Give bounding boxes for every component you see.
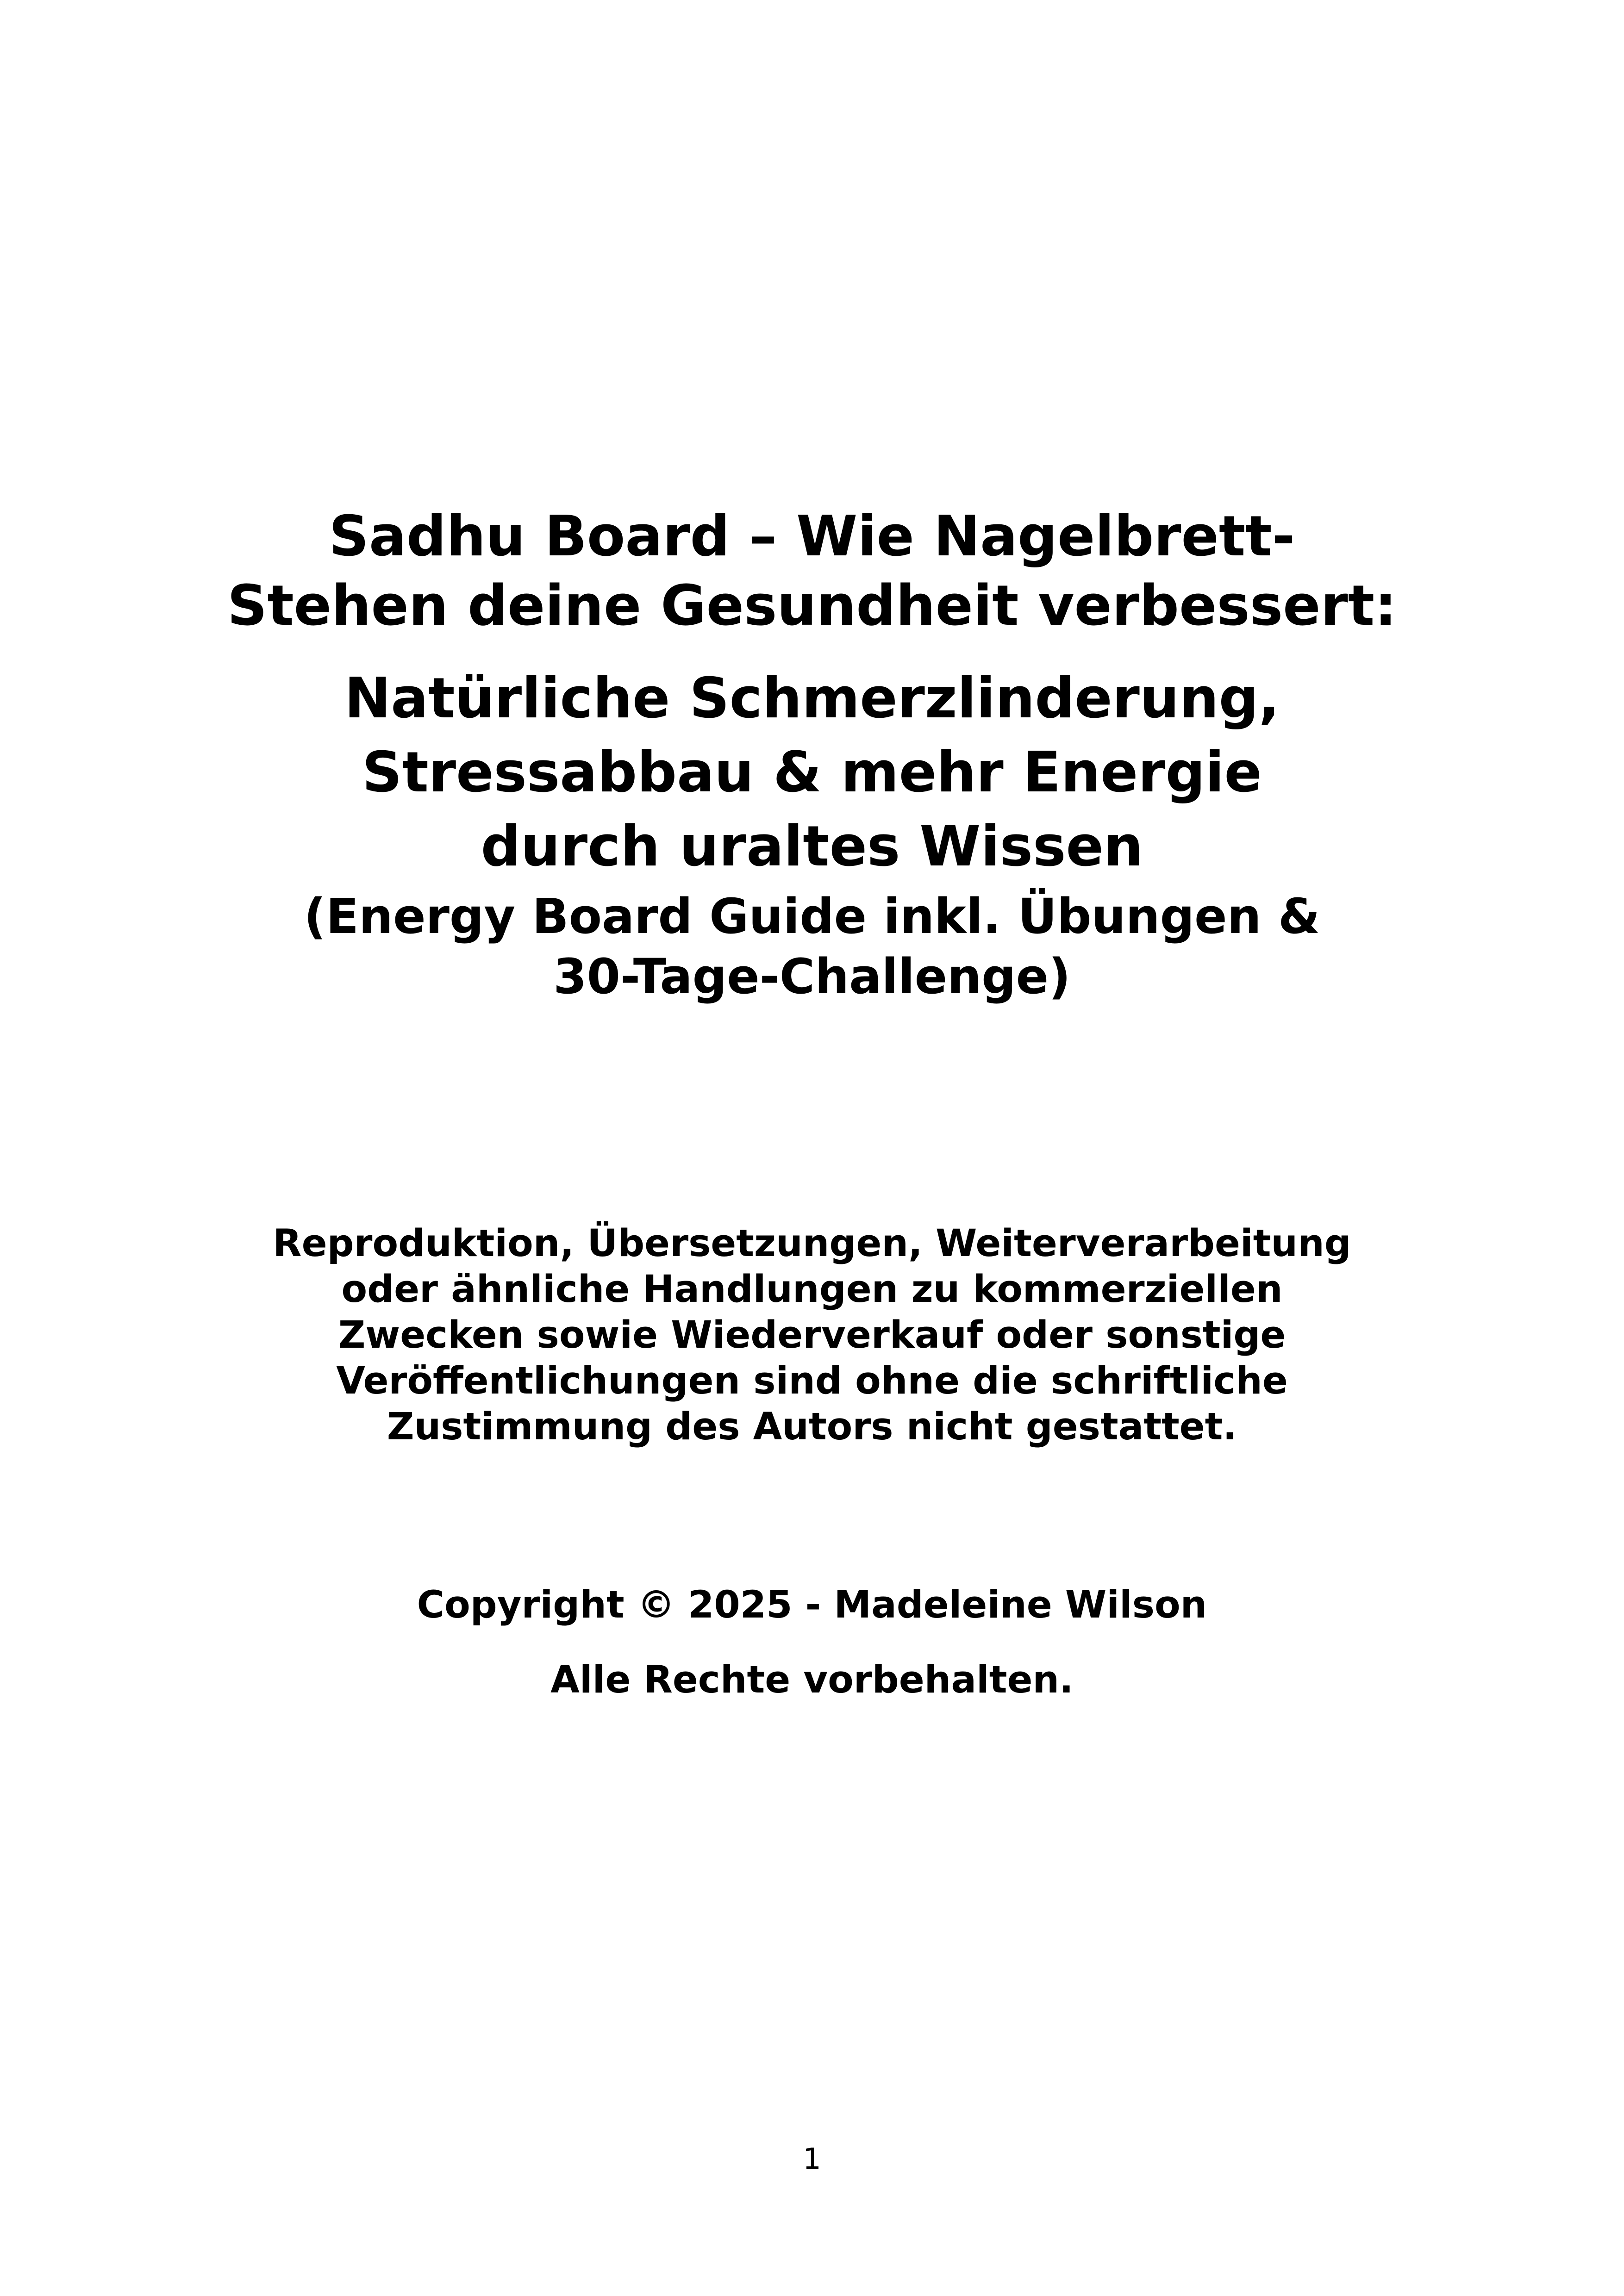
legal-notice-line: Zwecken sowie Wiederverkauf oder sonstige — [338, 1313, 1286, 1357]
book-subtitle-line: Stressabbau & mehr Energie — [362, 740, 1262, 805]
book-subtitle-line: durch uraltes Wissen — [481, 815, 1143, 879]
guide-note-line: 30-Tage-Challenge) — [553, 948, 1071, 1005]
legal-notice-line: Reproduktion, Übersetzungen, Weiterverarbeitung — [273, 1222, 1351, 1265]
copyright-line — [0, 1582, 1624, 1628]
legal-notice-line: oder ähnliche Handlungen zu kommerziellen — [341, 1268, 1283, 1311]
rights-reserved — [0, 1657, 1624, 1703]
book-title-line: Stehen deine Gesundheit verbessert: — [227, 574, 1397, 638]
legal-notice-line: Zustimmung des Autors nicht gestattet. — [387, 1405, 1237, 1449]
page-number: 1 — [803, 2142, 821, 2176]
legal-notice — [0, 1221, 1624, 1450]
guide-note-line: (Energy Board Guide inkl. Übungen & — [304, 888, 1320, 945]
rights-reserved-text: Alle Rechte vorbehalten. — [550, 1658, 1074, 1702]
copyright-text: Copyright © 2025 - Madeleine Wilson — [417, 1583, 1207, 1627]
book-title — [0, 502, 1624, 641]
book-subtitle-line: Natürliche Schmerzlinderung, — [344, 666, 1280, 731]
book-title-line: Sadhu Board – Wie Nagelbrett- — [329, 504, 1295, 569]
legal-notice-line: Veröffentlichungen sind ohne die schriftliche — [336, 1359, 1288, 1403]
book-subtitle — [0, 662, 1624, 884]
guide-note — [0, 886, 1624, 1007]
